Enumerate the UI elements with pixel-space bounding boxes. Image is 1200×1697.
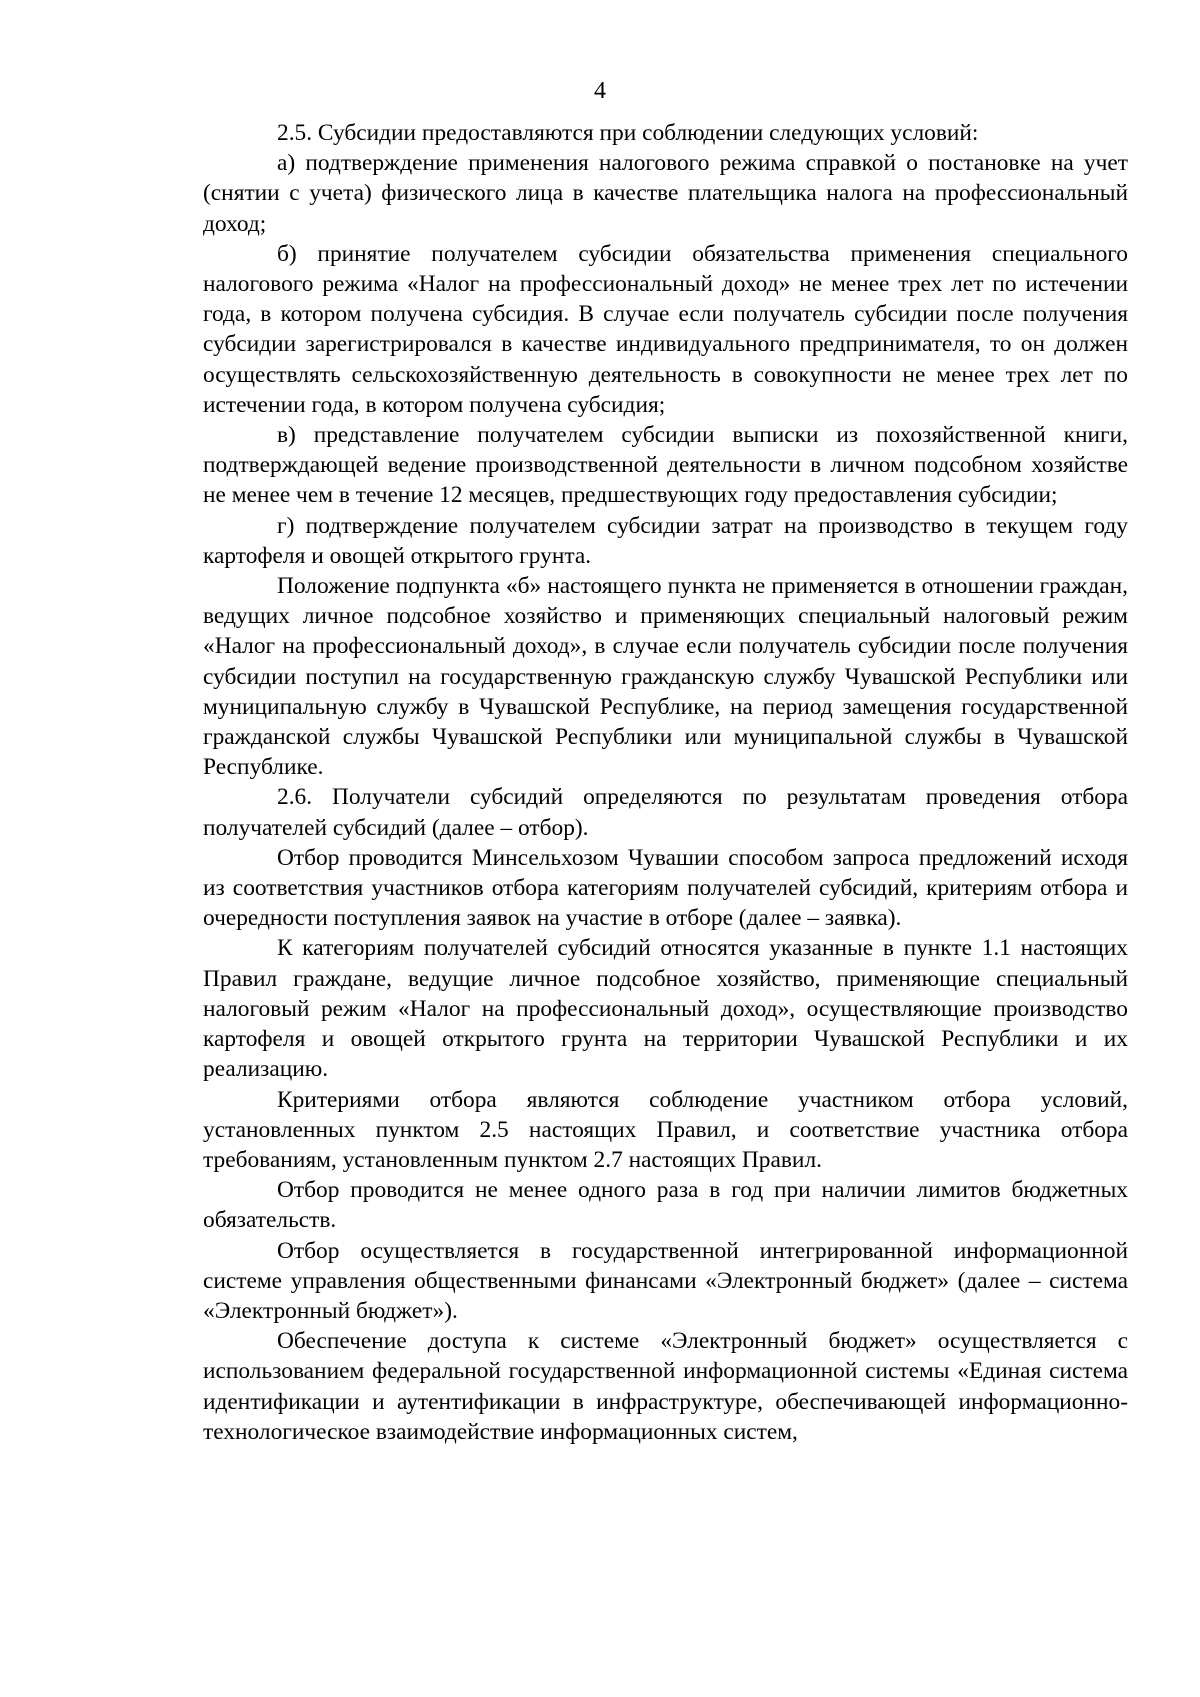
paragraph-condition-v: в) представление получателем субсидии выписки из похозяйственной книги, подтверждающей ведение производственной деятельности в личном подсобном хозяйстве не менее чем в течение 12 месяцев, предшествующих году предоставления субсидии; [203, 422, 1128, 509]
paragraph-condition-a: а) подтверждение применения налогового режима справкой о постановке на учет (снятии с учета) физического лица в качестве плательщика налога на профессиональный доход; [203, 150, 1128, 237]
paragraph-recipient-categories: К категориям получателей субсидий относятся указанные в пункте 1.1 настоящих Правил граждане, ведущие личное подсобное хозяйство, применяющие специальный налоговый режим «Налог на профессиональный доход», осуществляющие производство картофеля и овощей открытого грунта на территории Чувашской Республики и их реализацию. [203, 935, 1128, 1083]
paragraph-2-6: 2.6. Получатели субсидий определяются по результатам проведения отбора получателей субсидий (далее – отбор). [203, 784, 1128, 841]
paragraph-selection-frequency: Отбор проводится не менее одного раза в год при наличии лимитов бюджетных обязательств. [203, 1177, 1128, 1234]
page-number: 4 [594, 78, 606, 104]
paragraph-selection-criteria: Критериями отбора являются соблюдение участником отбора условий, установленных пунктом 2.5 настоящих Правил, и соответствие участника отбора требованиям, установленным пунктом 2.7 настоящих Правил. [203, 1086, 1128, 1173]
paragraph-condition-g: г) подтверждение получателем субсидии затрат на производство в текущем году картофеля и овощей открытого грунта. [203, 512, 1128, 569]
paragraph-electronic-budget: Отбор осуществляется в государственной интегрированной информационной системе управления общественными финансами «Электронный бюджет» (далее – система «Электронный бюджет»). [203, 1237, 1128, 1324]
paragraph-2-5-intro: 2.5. Субсидии предоставляются при соблюдении следующих условий: [277, 120, 979, 146]
paragraph-condition-b: б) принятие получателем субсидии обязательства применения специального налогового режима «Налог на профессиональный доход» не менее трех лет по истечении года, в котором получена субсидия. В случае если получатель субсидии после получения субсидии зарегистрировался в качестве индивидуального предпринимателя, то он должен осуществлять сельскохозяйственную деятельность в совокупности не менее трех лет по истечении года, в котором получена субсидия; [203, 240, 1128, 418]
paragraph-selection-method: Отбор проводится Минсельхозом Чувашии способом запроса предложений исходя из соответствия участников отбора категориям получателей субсидий, критериям отбора и очередности поступления заявок на участие в отборе (далее – заявка). [203, 844, 1128, 932]
document-body [203, 118, 1128, 1447]
paragraph-system-access: Обеспечение доступа к системе «Электронный бюджет» осуществляется с использованием федеральной государственной информационной системы «Единая система идентификации и аутентификации в инфраструктуре, обеспечивающей информационно-технологическое взаимодействие информационных систем, [203, 1328, 1128, 1445]
paragraph-exception-b: Положение подпункта «б» настоящего пункта не применяется в отношении граждан, ведущих личное подсобное хозяйство и применяющих специальный налоговый режим «Налог на профессиональный доход», в случае если получатель субсидии после получения субсидии поступил на государственную гражданскую службу Чувашской Республики или муниципальную службу в Чувашской Республике, на период замещения государственной гражданской службы Чувашской Республики или муниципальной службы в Чувашской Республике. [203, 573, 1128, 781]
